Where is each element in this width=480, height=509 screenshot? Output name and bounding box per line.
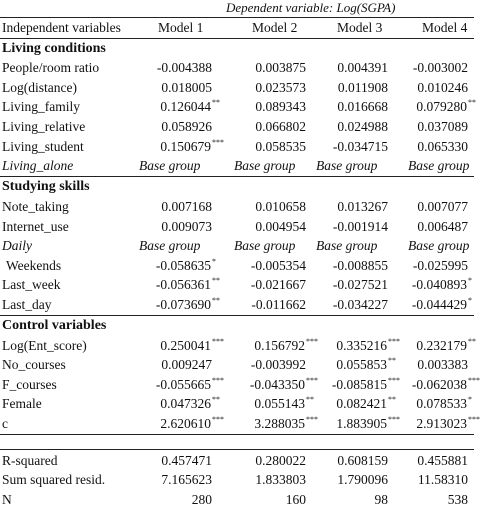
row-label: Last_day	[2, 296, 52, 312]
table-cell: 0.018005	[161, 79, 212, 95]
table-cell: 0.058535	[255, 138, 306, 154]
row-label: Living_family	[2, 99, 80, 115]
table-cell: 0.078533*	[416, 395, 472, 412]
stats-cell: 98	[374, 491, 388, 507]
table-cell: 0.055853**	[336, 356, 396, 373]
header-row	[0, 18, 474, 37]
table-cell: -0.021667	[250, 277, 306, 293]
table-cell: 0.082421**	[336, 395, 396, 412]
table-cell: 0.024988	[337, 119, 388, 134]
row-label: Female	[2, 396, 42, 412]
significance-stars: **	[468, 336, 476, 346]
table-row	[0, 256, 474, 275]
table-cell: 0.150679***	[160, 137, 224, 154]
table-cell: -0.003002	[412, 60, 468, 76]
stats-row	[0, 451, 474, 470]
significance-stars: *	[468, 395, 472, 405]
row-label: People/room ratio	[2, 60, 100, 76]
table-cell: 0.079280**	[416, 98, 476, 115]
section-header	[0, 177, 474, 196]
significance-stars: *	[468, 276, 472, 286]
row-label: Living_alone	[2, 158, 74, 174]
table-cell: 0.016668	[337, 99, 388, 115]
section-title: Control variables	[2, 318, 107, 333]
table-row	[0, 336, 474, 355]
table-row	[0, 78, 474, 97]
table-cell: 0.013267	[337, 198, 388, 214]
significance-stars: *	[212, 256, 216, 266]
section-title: Studying skills	[2, 179, 90, 195]
table-cell: 0.004391	[337, 60, 388, 76]
table-cell: -0.025995	[412, 257, 468, 273]
table-cell: -0.058635*	[155, 256, 216, 273]
table-cell: -0.040893*	[411, 276, 472, 293]
table-cell: 0.335216***	[336, 336, 400, 353]
table-row	[0, 117, 474, 136]
significance-stars: ***	[212, 375, 224, 385]
row-label: No_courses	[2, 357, 66, 373]
significance-stars: ***	[212, 415, 224, 424]
significance-stars: ***	[212, 336, 224, 346]
row-label: Internet_use	[2, 218, 69, 234]
table-cell: -0.001914	[332, 218, 388, 234]
dependent-variable-label: Dependent variable: Log(SGPA)	[226, 0, 396, 15]
significance-stars: ***	[306, 336, 318, 346]
table-cell: Base group	[408, 158, 470, 174]
table-cell: 0.156792***	[254, 336, 318, 353]
column-header-variables: Independent variables	[2, 20, 121, 35]
table-cell: 0.047326**	[160, 395, 220, 412]
significance-stars: **	[212, 98, 220, 108]
significance-stars: **	[306, 395, 314, 405]
table-cell: 0.055143**	[254, 395, 314, 412]
table-cell: -0.034715	[332, 138, 388, 154]
row-label: c	[2, 416, 8, 431]
table-cell: 0.010246	[417, 79, 468, 95]
row-label: Weekends	[6, 257, 62, 273]
rule-section	[0, 434, 474, 435]
significance-stars: **	[388, 395, 396, 405]
table-cell: 2.620610***	[160, 415, 224, 431]
significance-stars: ***	[388, 375, 400, 385]
stats-label: Sum squared resid.	[2, 472, 106, 488]
table-cell: 0.007168	[161, 198, 212, 214]
table-cell: 0.066802	[255, 119, 306, 134]
stats-cell: 11.58310	[417, 472, 468, 488]
table-cell: 0.004954	[255, 218, 306, 234]
row-label: Last_week	[2, 277, 61, 293]
table-cell: 0.250041***	[160, 336, 224, 353]
row-label: Log(distance)	[2, 79, 77, 95]
table-cell: -0.062038***	[411, 375, 480, 392]
row-label: F_courses	[2, 376, 57, 392]
significance-stars: ***	[306, 415, 318, 424]
section-header	[0, 39, 474, 58]
table-cell: -0.034227	[332, 296, 388, 312]
row-label: Log(Ent_score)	[2, 337, 87, 353]
column-header-model: Model 2	[252, 20, 298, 35]
significance-stars: ***	[388, 415, 400, 424]
row-label: Living_relative	[2, 119, 86, 134]
table-cell: 0.126044**	[160, 98, 220, 115]
significance-stars: ***	[306, 375, 318, 385]
table-cell: -0.008855	[332, 257, 388, 273]
table-cell: 0.003383	[417, 357, 468, 373]
table-cell: 0.232179**	[416, 336, 476, 353]
column-header-model: Model 1	[158, 20, 204, 35]
significance-stars: **	[212, 295, 220, 305]
stats-cell: 0.455881	[417, 452, 468, 468]
table-cell: 0.007077	[417, 198, 468, 214]
stats-row	[0, 470, 474, 489]
table-cell: 0.003875	[255, 60, 306, 76]
stats-cell: 0.280022	[255, 452, 306, 468]
table-row	[0, 197, 474, 216]
row-label: Living_student	[2, 138, 84, 154]
stats-cell: 280	[191, 491, 212, 507]
table-cell: 0.065330	[417, 138, 468, 154]
table-cell: -0.011662	[251, 296, 306, 312]
table-row	[0, 394, 474, 413]
table-cell: -0.056361**	[155, 276, 220, 293]
table-cell: 0.006487	[417, 218, 468, 234]
table-cell: Base group	[139, 158, 201, 174]
row-label: Daily	[2, 238, 32, 254]
significance-stars: **	[212, 276, 220, 286]
table-cell: -0.005354	[250, 257, 306, 273]
table-cell: Base group	[234, 238, 296, 254]
table-row	[0, 375, 480, 394]
stats-label: N	[2, 491, 12, 507]
table-cell: -0.043350***	[249, 375, 318, 392]
stats-cell: 1.833803	[255, 472, 306, 488]
table-cell: Base group	[139, 238, 201, 254]
table-row	[0, 217, 474, 236]
table-cell: 0.009073	[161, 218, 212, 234]
significance-stars: ***	[468, 415, 480, 424]
significance-stars: **	[388, 356, 396, 366]
table-cell: 0.089343	[255, 99, 306, 115]
table-cell: 2.913023***	[416, 415, 480, 431]
table-cell: Base group	[316, 158, 378, 174]
table-row	[0, 137, 474, 156]
table-cell: -0.004388	[156, 60, 212, 76]
stats-cell: 0.457471	[161, 452, 212, 468]
table-cell: -0.055665***	[155, 375, 224, 392]
table-cell: 0.037089	[417, 119, 468, 134]
table-cell: -0.085815***	[331, 375, 400, 392]
significance-stars: ***	[388, 336, 400, 346]
column-header-model: Model 3	[337, 20, 383, 35]
column-header-model: Model 4	[422, 20, 468, 35]
table-row	[0, 156, 474, 175]
table-cell: Base group	[316, 238, 378, 254]
table-cell: 0.058926	[161, 119, 212, 134]
table-cell: 0.010658	[255, 198, 306, 214]
significance-stars: ***	[212, 137, 224, 147]
table-row	[0, 58, 474, 77]
significance-stars: **	[212, 395, 220, 405]
stats-row	[0, 490, 474, 509]
table-cell: Base group	[408, 238, 470, 254]
table-row	[0, 355, 474, 374]
rule-stats	[0, 449, 474, 450]
table-row	[0, 97, 474, 116]
table-cell: 0.023573	[255, 79, 306, 95]
section-title: Living conditions	[2, 40, 106, 56]
stats-cell: 0.608159	[337, 452, 388, 468]
table-row	[0, 414, 480, 433]
table-cell: -0.027521	[332, 277, 388, 293]
table-cell: 0.011908	[337, 79, 388, 95]
stats-cell: 160	[285, 491, 306, 507]
stats-cell: 7.165623	[161, 472, 212, 488]
table-cell: 1.883905***	[336, 415, 400, 431]
table-row	[0, 236, 474, 255]
table-row	[0, 275, 474, 294]
stats-cell: 538	[447, 491, 468, 507]
significance-stars: *	[468, 295, 472, 305]
table-cell: -0.003992	[250, 357, 306, 373]
stats-cell: 1.790096	[337, 472, 388, 488]
table-cell: -0.073690**	[155, 295, 220, 312]
significance-stars: ***	[468, 375, 480, 385]
table-cell: Base group	[234, 158, 296, 174]
table-cell: 0.009247	[161, 357, 212, 373]
row-label: Note_taking	[2, 198, 69, 214]
significance-stars: **	[468, 98, 476, 108]
stats-label: R-squared	[2, 452, 58, 468]
table-cell: -0.044429*	[411, 295, 472, 312]
table-row	[0, 295, 474, 314]
section-header	[0, 316, 474, 335]
table-cell: 3.288035***	[254, 415, 318, 431]
